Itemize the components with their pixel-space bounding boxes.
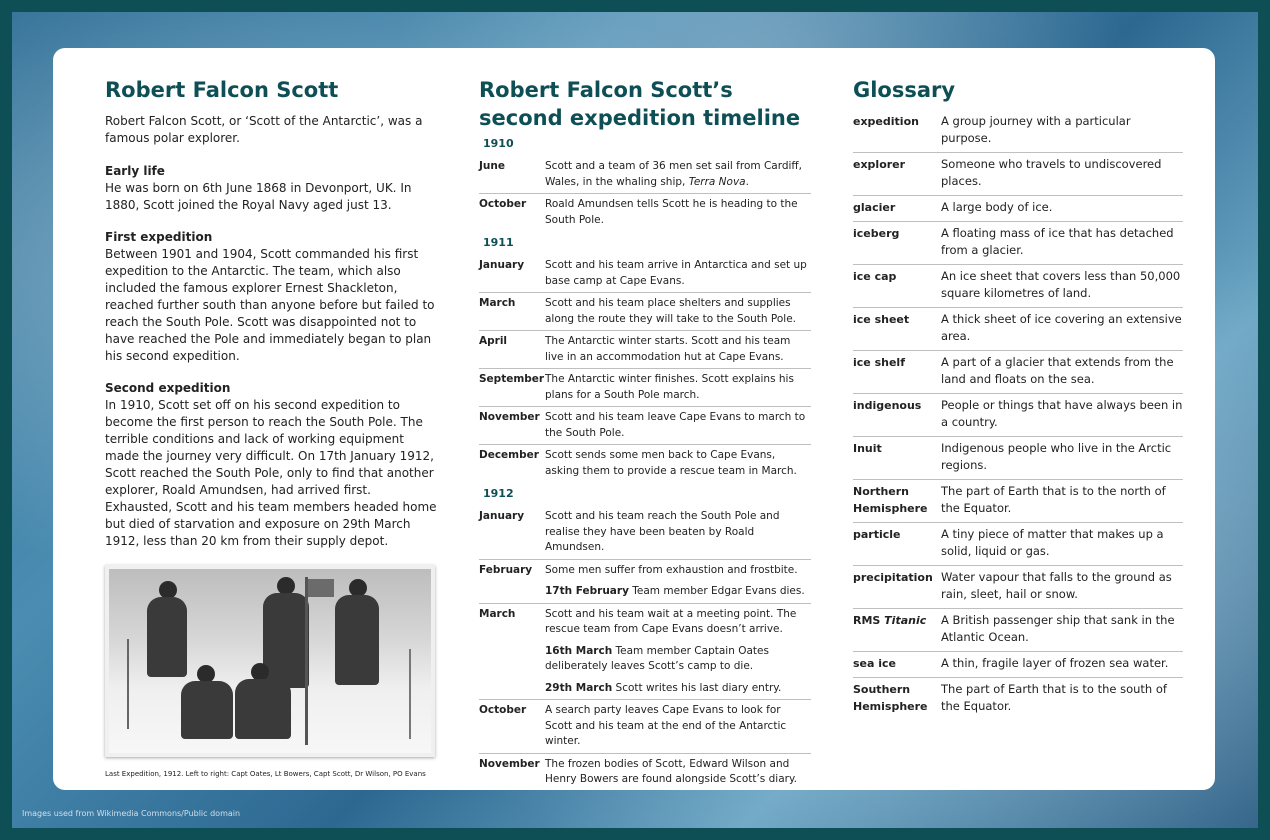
glossary-row	[853, 523, 1183, 566]
timeline-event	[545, 703, 811, 750]
timeline-event	[545, 681, 811, 697]
glossary-row	[853, 265, 1183, 308]
biography-intro: Robert Falcon Scott, or ‘Scott of the Antarctic’, was a famous polar explorer.	[105, 114, 423, 145]
event-text: Team member Captain Oates deliberately leaves Scott’s camp to die.	[545, 644, 769, 672]
event-text: Scott and a team of 36 men set sail from Cardiff, Wales, in the whaling ship,	[545, 160, 802, 188]
timeline-month: November	[479, 411, 540, 423]
timeline-event	[545, 334, 811, 365]
timeline-month: October	[479, 704, 527, 716]
timeline-event	[545, 296, 811, 327]
timeline-event	[545, 563, 811, 579]
timeline-event	[545, 258, 811, 289]
section-heading: Early life	[105, 164, 165, 178]
timeline-row	[479, 369, 811, 407]
event-after: .	[745, 175, 749, 188]
glossary-term	[853, 681, 941, 715]
term-text: Southern Hemisphere	[853, 683, 928, 713]
timeline-month: October	[479, 198, 527, 210]
section-heading: Second expedition	[105, 381, 231, 395]
timeline-row	[479, 604, 811, 701]
timeline-month: January	[479, 259, 525, 271]
timeline-month: March	[479, 607, 516, 620]
timeline-events	[545, 607, 811, 697]
timeline-event	[545, 159, 811, 190]
timeline-events	[545, 258, 811, 289]
timeline-event	[545, 584, 811, 600]
term-text: iceberg	[853, 227, 900, 240]
timeline-month: November	[479, 757, 540, 770]
glossary-row	[853, 196, 1183, 222]
term-italic: Titanic	[884, 614, 927, 627]
glossary-row	[853, 678, 1183, 720]
event-text: Scott and his team place shelters and supplies along the route they will take to the South Pole.	[545, 297, 796, 325]
glossary-row	[853, 609, 1183, 652]
timeline-column	[479, 76, 811, 791]
timeline-events	[545, 334, 811, 365]
term-text: RMS	[853, 614, 885, 627]
timeline-year: 1912	[483, 487, 514, 500]
glossary-term	[853, 397, 941, 431]
timeline-row	[479, 700, 811, 754]
glossary-term	[853, 483, 941, 517]
term-text: precipitation	[853, 571, 933, 584]
term-text: indigenous	[853, 399, 922, 412]
event-date: 16th March	[545, 644, 613, 657]
event-text: Scott and his team reach the South Pole and realise they have been beaten by Roald Amundsen.	[545, 510, 780, 553]
glossary-definition: People or things that have always been in a country.	[941, 398, 1183, 429]
timeline-row	[479, 331, 811, 369]
timeline-table	[479, 137, 811, 791]
term-text: explorer	[853, 158, 906, 171]
timeline-events	[545, 703, 811, 750]
timeline-event	[545, 410, 811, 441]
glossary-term	[853, 156, 941, 190]
image-credit: Images used from Wikimedia Commons/Public domain	[22, 809, 241, 818]
timeline-event	[545, 197, 811, 228]
term-text: ice shelf	[853, 356, 905, 369]
event-text: Team member Edgar Evans dies.	[628, 585, 805, 597]
event-text: Roald Amundsen tells Scott he is heading to the South Pole.	[545, 198, 798, 226]
content-card	[53, 48, 1215, 790]
glossary-row	[853, 394, 1183, 437]
glossary-definition: A group journey with a particular purpose.	[941, 114, 1131, 145]
section-heading: First expedition	[105, 230, 213, 244]
timeline-year: 1911	[483, 236, 514, 249]
glossary-term	[853, 225, 941, 259]
biography-section	[105, 229, 439, 365]
timeline-events	[545, 509, 811, 556]
term-text: particle	[853, 528, 901, 541]
timeline-row	[479, 407, 811, 445]
glossary-term	[853, 440, 941, 474]
glossary-table	[853, 110, 1183, 720]
timeline-year: 1910	[483, 137, 514, 150]
timeline-events	[545, 372, 811, 403]
timeline-month: January	[479, 510, 525, 522]
event-text: Some men suffer from exhaustion and frostbite.	[545, 563, 798, 576]
biography-sections	[105, 163, 439, 550]
glossary-term	[853, 526, 941, 560]
biography-section	[105, 163, 439, 214]
timeline-title: Robert Falcon Scott’s second expedition timeline	[479, 78, 801, 130]
timeline-row	[479, 194, 811, 231]
timeline-row	[479, 255, 811, 293]
term-text: Inuit	[853, 442, 882, 455]
timeline-row	[479, 560, 811, 604]
glossary-term	[853, 569, 941, 603]
glossary-term	[853, 311, 941, 345]
glossary-term	[853, 113, 941, 147]
biography-title: Robert Falcon Scott	[105, 78, 339, 102]
event-text: A search party leaves Cape Evans to look for Scott and his team at the end of the Antarctic winter.	[545, 704, 787, 747]
timeline-events	[545, 159, 811, 190]
timeline-month: June	[479, 160, 505, 172]
expedition-photo	[105, 565, 435, 757]
event-date: 29th March	[545, 681, 613, 694]
term-text: Northern Hemisphere	[853, 485, 928, 515]
timeline-row	[479, 754, 811, 791]
photo-caption: Last Expedition, 1912. Left to right: Capt Oates, Lt Bowers, Capt Scott, Dr Wilson, PO Evans	[105, 770, 426, 778]
event-text: Scott and his team arrive in Antarctica and set up base camp at Cape Evans.	[545, 259, 807, 287]
glossary-definition: Indigenous people who live in the Arctic regions.	[941, 441, 1172, 472]
timeline-month: April	[479, 335, 508, 347]
biography-section	[105, 380, 439, 550]
glossary-row	[853, 308, 1183, 351]
glossary-term	[853, 199, 941, 216]
event-italic: Terra Nova	[688, 175, 746, 188]
timeline-events	[545, 448, 811, 479]
glossary-term	[853, 268, 941, 302]
glossary-column	[853, 76, 1183, 720]
event-text: The Antarctic winter finishes. Scott explains his plans for a South Pole march.	[545, 373, 794, 401]
glossary-row	[853, 351, 1183, 394]
term-text: ice cap	[853, 270, 897, 283]
glossary-term	[853, 655, 941, 672]
timeline-month: March	[479, 297, 516, 309]
glossary-definition: An ice sheet that covers less than 50,000 square kilometres of land.	[941, 269, 1181, 300]
glossary-row	[853, 153, 1183, 196]
timeline-row	[479, 156, 811, 194]
event-date: 17th February	[545, 585, 629, 597]
glossary-definition: A large body of ice.	[941, 200, 1053, 214]
term-text: ice sheet	[853, 313, 910, 326]
glossary-definition: Someone who travels to undiscovered places.	[941, 157, 1162, 188]
event-text: Scott and his team leave Cape Evans to march to the South Pole.	[545, 411, 806, 439]
timeline-events	[545, 410, 811, 441]
glossary-row	[853, 566, 1183, 609]
timeline-month: December	[479, 449, 539, 461]
term-text: sea ice	[853, 657, 897, 670]
term-text: glacier	[853, 201, 896, 214]
timeline-events	[545, 757, 811, 788]
biography-column	[105, 76, 439, 779]
glossary-definition: A part of a glacier that extends from the land and floats on the sea.	[941, 355, 1174, 386]
timeline-row	[479, 445, 811, 482]
event-text: Scott writes his last diary entry.	[612, 681, 782, 694]
glossary-definition: The part of Earth that is to the north of the Equator.	[941, 484, 1166, 515]
timeline-events	[545, 563, 811, 600]
glossary-row	[853, 222, 1183, 265]
timeline-event	[545, 372, 811, 403]
event-text: Scott and his team wait at a meeting point. The rescue team from Cape Evans doesn’t arrive.	[545, 607, 797, 635]
glossary-term	[853, 354, 941, 388]
glossary-definition: The part of Earth that is to the south of the Equator.	[941, 682, 1167, 713]
timeline-events	[545, 296, 811, 327]
timeline-row	[479, 293, 811, 331]
glossary-definition: A tiny piece of matter that makes up a solid, liquid or gas.	[941, 527, 1164, 558]
event-text: The frozen bodies of Scott, Edward Wilson and Henry Bowers are found alongside Scott’s diary.	[545, 757, 798, 785]
glossary-definition: A thick sheet of ice covering an extensive area.	[941, 312, 1182, 343]
glossary-row	[853, 480, 1183, 523]
section-text: He was born on 6th June 1868 in Devonport, UK. In 1880, Scott joined the Royal Navy aged just 13.	[105, 181, 412, 212]
term-text: expedition	[853, 115, 919, 128]
glossary-definition: Water vapour that falls to the ground as rain, sleet, hail or snow.	[941, 570, 1172, 601]
timeline-month: February	[479, 563, 533, 576]
event-text: Scott sends some men back to Cape Evans, asking them to provide a rescue team in March.	[545, 449, 797, 477]
glossary-definition: A British passenger ship that sank in the Atlantic Ocean.	[941, 613, 1175, 644]
glossary-term	[853, 612, 941, 646]
glossary-title: Glossary	[853, 78, 956, 102]
timeline-event	[545, 448, 811, 479]
event-text: The Antarctic winter starts. Scott and his team live in an accommodation hut at Cape Evans.	[545, 335, 791, 363]
timeline-event	[545, 644, 811, 675]
glossary-definition: A floating mass of ice that has detached from a glacier.	[941, 226, 1174, 257]
glossary-row	[853, 652, 1183, 678]
timeline-month: September	[479, 373, 545, 385]
timeline-event	[545, 757, 811, 788]
section-text: In 1910, Scott set off on his second expedition to become the first person to reach the South Pole. The terrible conditions and lack of working equipment made the journey very difficult. On 17th January 1912, Scott reached the South Pole, only to find that another explorer, Roald Amundsen, had arrived first. Exhausted, Scott and his team members headed home but died of starvation and exposure on 29th March 1912, less than 20 km from their supply depot.	[105, 398, 437, 548]
glossary-row	[853, 110, 1183, 153]
glossary-row	[853, 437, 1183, 480]
timeline-row	[479, 506, 811, 560]
section-text: Between 1901 and 1904, Scott commanded his first expedition to the Antarctic. The team, which also included the famous explorer Ernest Shackleton, reached further south than anyone before but failed to reach the South Pole. Scott was disappointed not to have reached the Pole and immediately began to plan his second expedition.	[105, 247, 435, 363]
timeline-event	[545, 607, 811, 638]
timeline-events	[545, 197, 811, 228]
glossary-definition: A thin, fragile layer of frozen sea water.	[941, 656, 1169, 670]
timeline-event	[545, 509, 811, 556]
